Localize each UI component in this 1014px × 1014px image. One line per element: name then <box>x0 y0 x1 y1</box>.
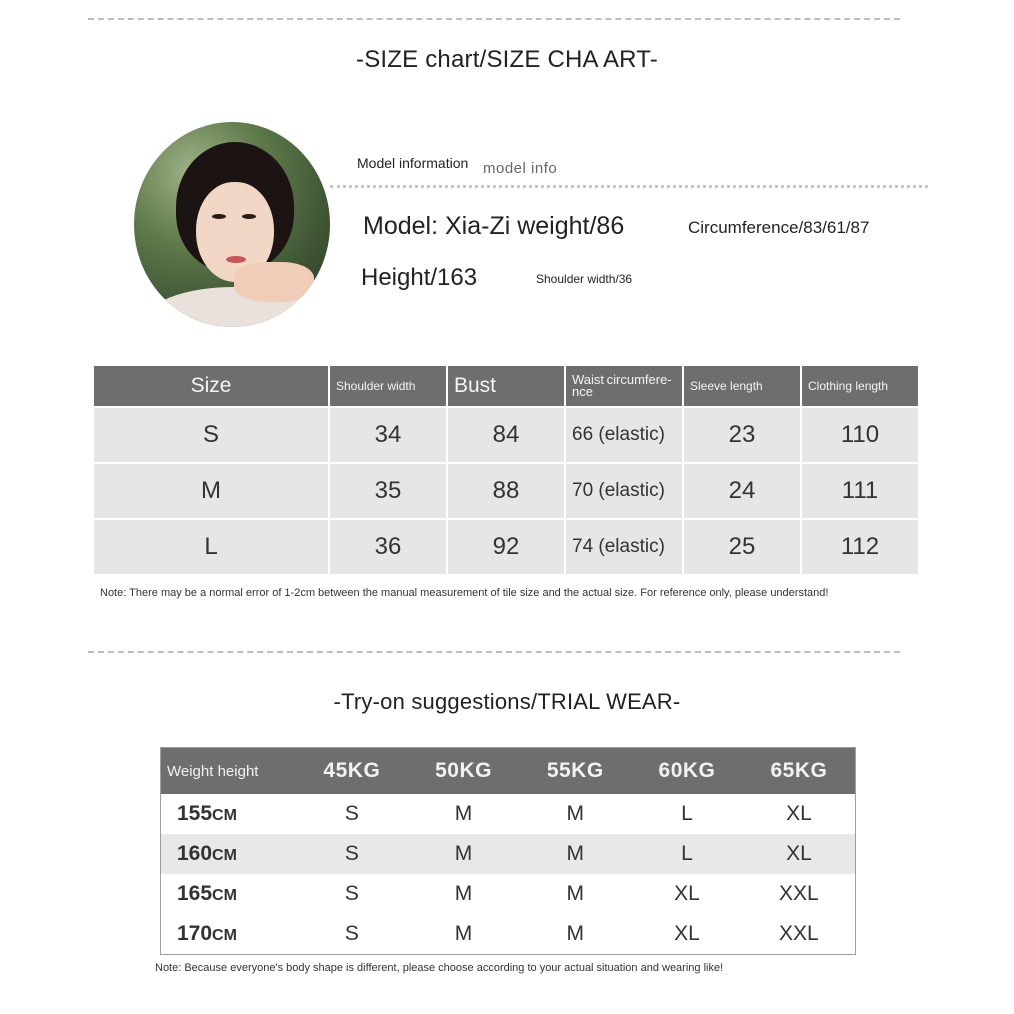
size-cell: XL <box>674 882 700 905</box>
header-weight: 45KG <box>296 748 408 795</box>
size-cell: M <box>519 834 631 874</box>
size-cell: M <box>454 922 473 945</box>
cell-sleeve: 24 <box>684 464 800 518</box>
trial-row-155 <box>161 794 856 834</box>
trial-table-header <box>161 748 856 795</box>
size-cell: S <box>296 834 408 874</box>
trial-row-160 <box>161 834 856 874</box>
trial-note: Note: Because everyone's body shape is different, please choose according to your actual situation and wearing like! <box>155 962 724 974</box>
cell-sleeve: 23 <box>684 408 800 462</box>
header-bust: Bust <box>448 366 564 406</box>
size-cell: M <box>454 882 473 905</box>
cell-shoulder: 34 <box>330 408 446 462</box>
size-cell: S <box>344 882 359 905</box>
size-table-header <box>94 366 918 406</box>
cell-sleeve: 25 <box>684 520 800 574</box>
size-cell: XXL <box>779 922 819 945</box>
header-weight: 65KG <box>743 748 856 795</box>
header-weight: 55KG <box>519 748 631 795</box>
size-cell: S <box>344 922 359 945</box>
cell-bust: 88 <box>448 464 564 518</box>
size-cell: XXL <box>779 882 819 905</box>
size-cell: XL <box>674 922 700 945</box>
model-weight: Model: Xia-Zi weight/86 <box>363 212 625 240</box>
header-size: Size <box>94 366 328 406</box>
dotted-divider <box>330 185 928 188</box>
model-info-sublabel: model info <box>483 160 558 177</box>
cell-bust: 84 <box>448 408 564 462</box>
size-chart-table <box>92 364 920 576</box>
cell-size: S <box>94 408 328 462</box>
size-cell: M <box>566 802 584 825</box>
row-height: 160CM <box>161 834 297 874</box>
cell-size: M <box>94 464 328 518</box>
middle-dashed-divider <box>88 651 900 653</box>
size-cell: M <box>408 834 520 874</box>
trial-row-165 <box>161 874 856 914</box>
cell-length: 112 <box>802 520 918 574</box>
size-cell: S <box>344 802 359 825</box>
cell-waist: 74 (elastic) <box>566 520 682 574</box>
model-shoulder-width: Shoulder width/36 <box>536 272 633 286</box>
size-row-l <box>94 520 918 574</box>
size-cell: L <box>631 834 743 874</box>
model-photo <box>134 122 330 327</box>
top-dashed-divider <box>88 18 900 20</box>
cell-shoulder: 35 <box>330 464 446 518</box>
header-weight-height: Weight height <box>161 748 297 795</box>
cell-waist: 66 (elastic) <box>566 408 682 462</box>
row-height: 165CM <box>177 882 237 905</box>
size-note: Note: There may be a normal error of 1-2cm between the manual measurement of tile size and the actual size. For reference only, please understand! <box>100 587 829 599</box>
header-waist: Waist circumfere- nce <box>566 366 682 406</box>
size-row-m <box>94 464 918 518</box>
trial-row-170 <box>161 914 856 955</box>
header-clothing-length: Clothing length <box>802 366 918 406</box>
size-cell: L <box>681 802 693 825</box>
cell-length: 111 <box>802 464 918 518</box>
cell-size: L <box>94 520 328 574</box>
header-shoulder-width: Shoulder width <box>330 366 446 406</box>
model-info-label: Model information <box>357 155 469 171</box>
header-sleeve-length: Sleeve length <box>684 366 800 406</box>
row-height: 170CM <box>177 922 237 945</box>
size-chart-title: -SIZE chart/SIZE CHA ART- <box>356 46 658 73</box>
size-cell: M <box>566 882 584 905</box>
model-height: Height/163 <box>361 264 478 291</box>
size-cell: M <box>566 922 584 945</box>
header-weight: 50KG <box>408 748 520 795</box>
size-cell: XL <box>786 802 812 825</box>
size-row-s <box>94 408 918 462</box>
trial-wear-title: -Try-on suggestions/TRIAL WEAR- <box>333 689 681 714</box>
model-circumference: Circumference/83/61/87 <box>688 218 870 237</box>
size-cell: M <box>454 802 473 825</box>
cell-bust: 92 <box>448 520 564 574</box>
header-weight: 60KG <box>631 748 743 795</box>
trial-wear-table <box>160 747 856 955</box>
row-height: 155CM <box>177 802 237 825</box>
cell-shoulder: 36 <box>330 520 446 574</box>
cell-length: 110 <box>802 408 918 462</box>
size-cell: XL <box>743 834 856 874</box>
cell-waist: 70 (elastic) <box>566 464 682 518</box>
